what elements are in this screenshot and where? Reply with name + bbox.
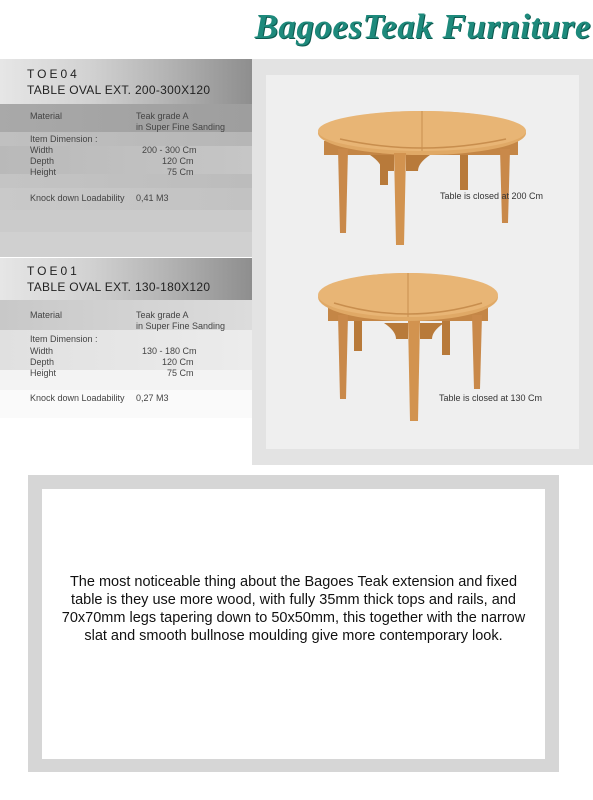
spec-header — [0, 59, 252, 104]
description-inner — [42, 489, 545, 759]
material-finish: in Super Fine Sanding — [136, 321, 226, 331]
dimension-label: Item Dimension : — [30, 334, 98, 344]
material-label: Material — [30, 111, 63, 121]
product-code: TOE01 — [27, 264, 80, 278]
image-caption: Table is closed at 130 Cm — [439, 393, 543, 403]
spec-panel-toe04 — [0, 59, 252, 257]
spec-panel-toe01 — [0, 258, 252, 418]
loadability-value: 0,27 M3 — [136, 393, 169, 403]
description-box — [28, 475, 559, 772]
loadability-label: Knock down Loadability — [30, 193, 125, 203]
width-value: 130 - 180 Cm — [142, 346, 197, 356]
product-code: TOE04 — [27, 67, 80, 81]
height-label: Height — [30, 167, 57, 177]
product-title: TABLE OVAL EXT. 130-180X120 — [27, 280, 211, 294]
oval-extension-table-image — [310, 105, 540, 245]
dimension-label: Item Dimension : — [30, 134, 98, 144]
product-image-panel — [252, 59, 593, 465]
spec-body — [0, 104, 252, 257]
loadability-value: 0,41 M3 — [136, 193, 169, 203]
material-finish: in Super Fine Sanding — [136, 122, 226, 132]
material-value: Teak grade A — [136, 111, 189, 121]
height-value: 75 Cm — [167, 368, 194, 378]
image-caption: Table is closed at 200 Cm — [440, 191, 544, 201]
spec-header — [0, 258, 252, 300]
spec-body — [0, 300, 252, 418]
depth-value: 120 Cm — [162, 156, 194, 166]
product-title: TABLE OVAL EXT. 200-300X120 — [27, 83, 211, 97]
width-label: Width — [30, 346, 54, 356]
description-text: The most noticeable thing about the Bagoes Teak extension and fixed table is they use more wood, with fully 35mm thick tops and rails, and 70x70mm legs tapering down to 50x50mm, this together with the narrow slat and smooth bullnose moulding give more contemporary look. — [61, 574, 526, 644]
brand-logo: BagoesTeak Furniture — [254, 7, 591, 46]
depth-label: Depth — [30, 357, 55, 367]
width-label: Width — [30, 145, 54, 155]
height-label: Height — [30, 368, 57, 378]
material-value: Teak grade A — [136, 310, 189, 320]
depth-label: Depth — [30, 156, 55, 166]
product-image-area — [266, 75, 579, 449]
loadability-label: Knock down Loadability — [30, 393, 125, 403]
material-label: Material — [30, 310, 63, 320]
depth-value: 120 Cm — [162, 357, 194, 367]
width-value: 200 - 300 Cm — [142, 145, 197, 155]
height-value: 75 Cm — [167, 167, 194, 177]
